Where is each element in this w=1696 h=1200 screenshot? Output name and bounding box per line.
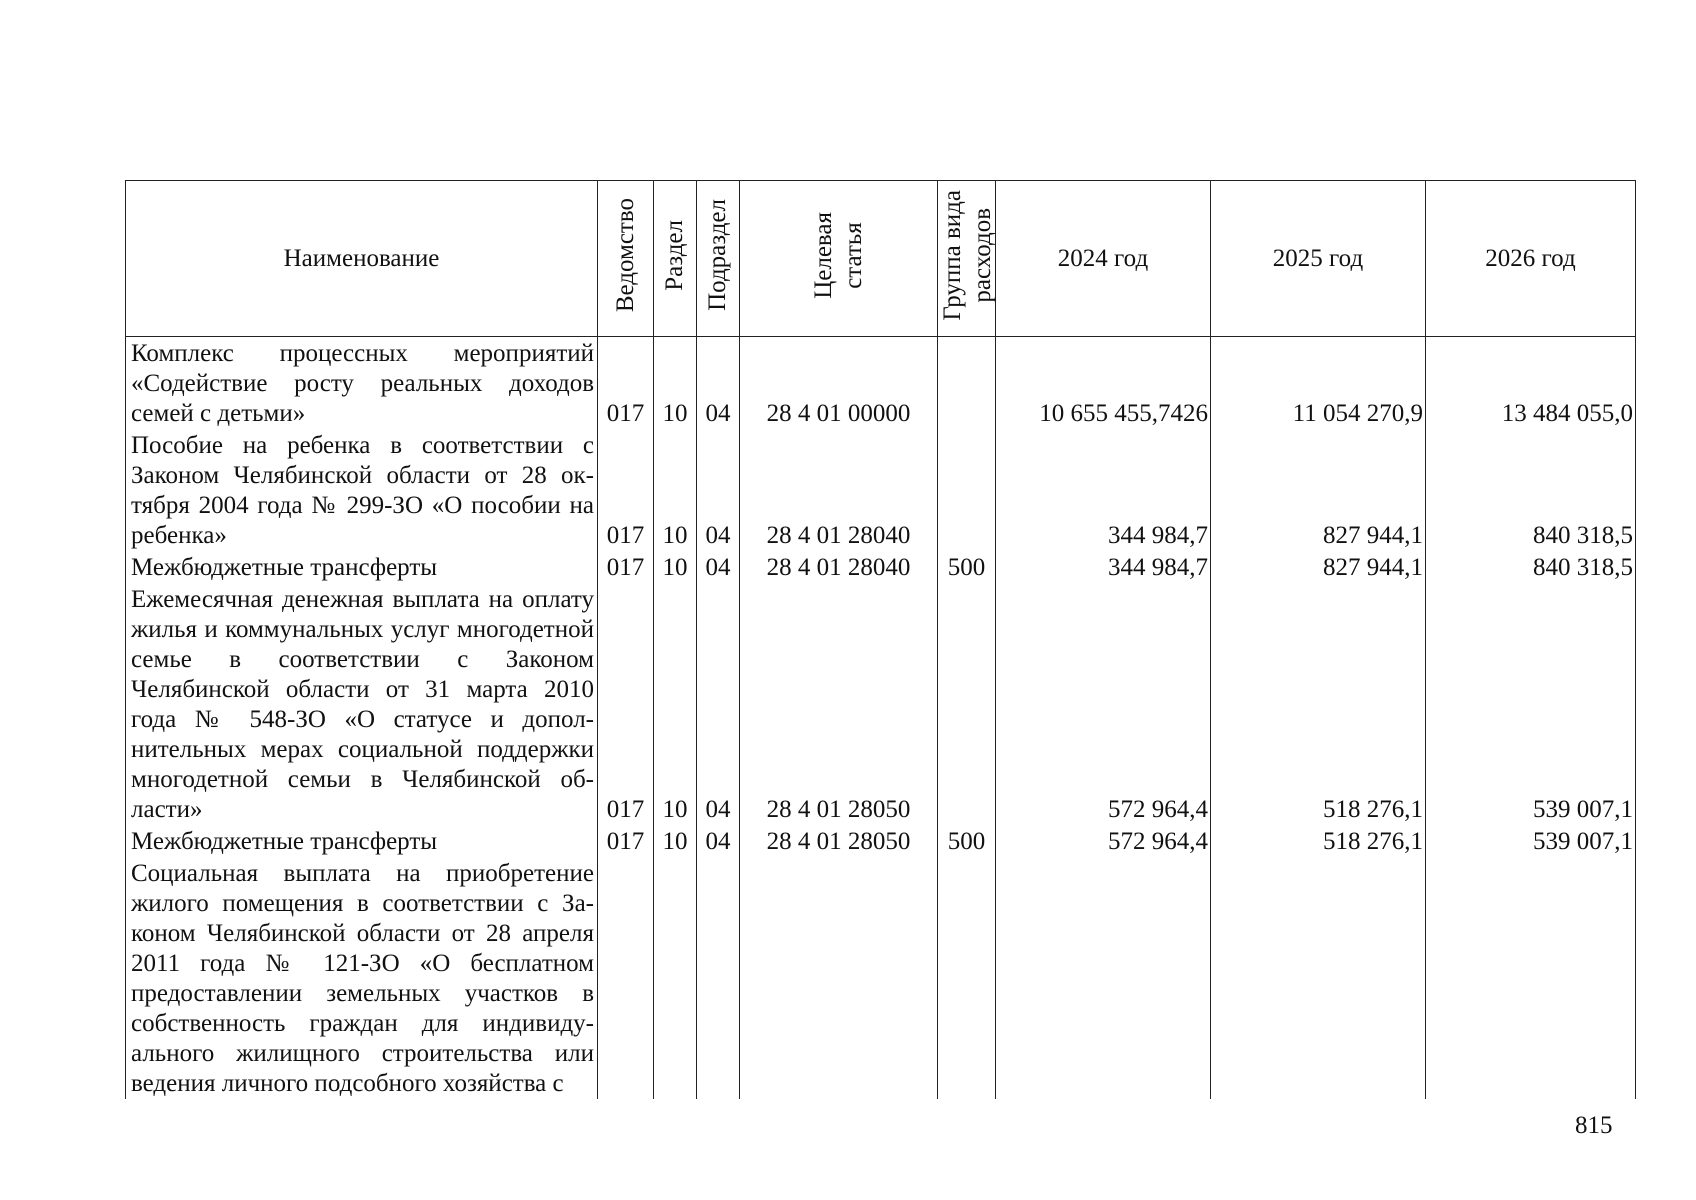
row-section: 10	[654, 429, 697, 551]
row-name: Комплекс процессных мероприятий «Содействие росту реальных доходов семей с детьми»	[126, 337, 598, 430]
row-2026	[1426, 857, 1636, 1099]
row-2024: 572 964,4	[996, 583, 1211, 825]
header-section: Раздел	[654, 181, 697, 337]
budget-table	[125, 180, 1636, 1099]
row-expense	[938, 857, 996, 1099]
row-2026: 840 318,5	[1426, 551, 1636, 583]
row-dept: 017	[598, 337, 654, 430]
row-subsection	[697, 857, 740, 1099]
table-row	[126, 551, 1636, 583]
row-section: 10	[654, 825, 697, 857]
header-target: Целевая статья	[740, 181, 938, 337]
row-target	[740, 857, 938, 1099]
row-2026: 539 007,1	[1426, 583, 1636, 825]
row-dept: 017	[598, 583, 654, 825]
row-target: 28 4 01 28040	[740, 429, 938, 551]
row-2026: 840 318,5	[1426, 429, 1636, 551]
row-section	[654, 857, 697, 1099]
row-expense: 500	[938, 825, 996, 857]
table-row	[126, 337, 1636, 430]
row-2024	[996, 857, 1211, 1099]
row-name: Пособие на ребенка в соответствии с Законом Челябинской области от 28 октября 2004 года № 299-ЗО «О пособии на ребенка»	[126, 429, 598, 551]
row-section: 10	[654, 583, 697, 825]
row-subsection: 04	[697, 551, 740, 583]
row-subsection: 04	[697, 825, 740, 857]
table-header	[126, 181, 1636, 337]
row-2025	[1211, 857, 1426, 1099]
row-subsection: 04	[697, 337, 740, 430]
page-number: 815	[1575, 1112, 1613, 1139]
row-name: Социальная выплата на приобретение жилого помещения в соответствии с Законом Челябинской области от 28 апреля 2011 года № 121-ЗО «О бесплатном предоставлении земельных участков в собственность граждан для индивидуального жилищного строительства или ведения личного подсобного хозяйства с	[126, 857, 598, 1099]
row-section: 10	[654, 337, 697, 430]
row-2025: 827 944,1	[1211, 429, 1426, 551]
header-expense: Группа вида расходов	[938, 181, 996, 337]
row-2024: 10 655 455,7426	[996, 337, 1211, 430]
row-subsection: 04	[697, 583, 740, 825]
row-2024: 572 964,4	[996, 825, 1211, 857]
table-row	[126, 825, 1636, 857]
row-target: 28 4 01 00000	[740, 337, 938, 430]
row-name: Ежемесячная денежная выплата на оплату жилья и коммунальных услуг многодетной семье в соответствии с Законом Челябинской области от 31 марта 2010 года № 548-ЗО «О статусе и дополнительных мерах социальной поддержки многодетной семьи в Челябинской области»	[126, 583, 598, 825]
row-expense	[938, 429, 996, 551]
row-dept: 017	[598, 825, 654, 857]
header-2024: 2024 год	[996, 181, 1211, 337]
row-2025: 827 944,1	[1211, 551, 1426, 583]
row-target: 28 4 01 28040	[740, 551, 938, 583]
row-2025: 518 276,1	[1211, 583, 1426, 825]
header-2025: 2025 год	[1211, 181, 1426, 337]
header-2026: 2026 год	[1426, 181, 1636, 337]
row-dept: 017	[598, 429, 654, 551]
table-row	[126, 857, 1636, 1099]
row-name: Межбюджетные трансферты	[126, 551, 598, 583]
row-2026: 13 484 055,0	[1426, 337, 1636, 430]
row-dept	[598, 857, 654, 1099]
table-body	[126, 337, 1636, 1100]
header-subsection: Подраздел	[697, 181, 740, 337]
row-2024: 344 984,7	[996, 429, 1211, 551]
row-expense	[938, 583, 996, 825]
table-row	[126, 429, 1636, 551]
row-2026: 539 007,1	[1426, 825, 1636, 857]
row-expense: 500	[938, 551, 996, 583]
header-dept: Ведомство	[598, 181, 654, 337]
row-dept: 017	[598, 551, 654, 583]
row-2025: 518 276,1	[1211, 825, 1426, 857]
row-name: Межбюджетные трансферты	[126, 825, 598, 857]
header-name: Наименование	[126, 181, 598, 337]
row-2025: 11 054 270,9	[1211, 337, 1426, 430]
row-2024: 344 984,7	[996, 551, 1211, 583]
row-section: 10	[654, 551, 697, 583]
row-subsection: 04	[697, 429, 740, 551]
row-expense	[938, 337, 996, 430]
table-row	[126, 583, 1636, 825]
row-target: 28 4 01 28050	[740, 583, 938, 825]
row-target: 28 4 01 28050	[740, 825, 938, 857]
